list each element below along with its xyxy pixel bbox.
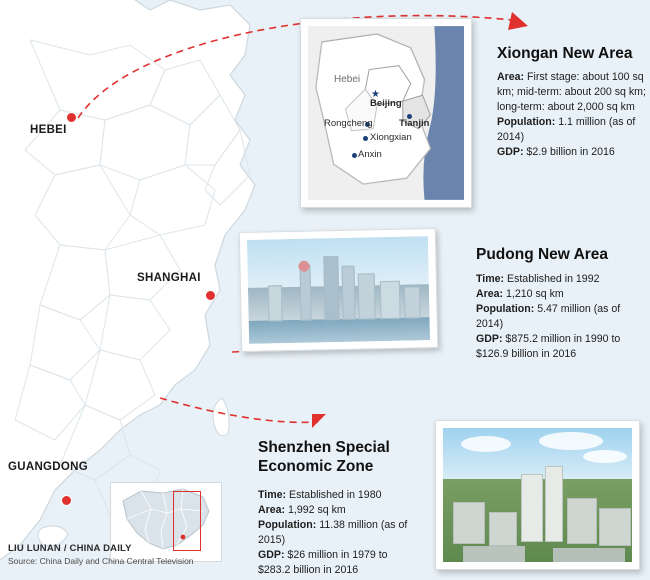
shenzhen-row-area-key: Area: <box>258 504 286 517</box>
shenzhen-building-6 <box>553 548 625 562</box>
pudong-row-gdp-key: GDP: <box>476 333 503 346</box>
pudong-row-population-key: Population: <box>476 303 535 316</box>
shenzhen-building-2 <box>489 512 517 546</box>
xiongan-row-population <box>497 115 647 145</box>
pudong-tower-generic-1 <box>358 273 376 319</box>
city-label-shanghai: SHANGHAI <box>137 272 201 284</box>
city-dot-shanghai <box>205 290 216 301</box>
shenzhen-row-time-value: Established in 1980 <box>286 489 382 501</box>
shenzhen-photo <box>443 428 632 562</box>
shenzhen-row-gdp-value: $26 million in 1979 to $283.2 billion in 2016 <box>258 549 388 577</box>
xiongan-row-gdp <box>497 145 647 160</box>
inset-label-xiongxian: Xiongxian <box>370 132 412 143</box>
pudong-tower-generic-4 <box>404 286 421 318</box>
pudong-tower-swfc <box>323 256 339 320</box>
shenzhen-row-population-key: Population: <box>258 519 317 532</box>
inset-label-rongcheng: Rongcheng <box>324 118 373 129</box>
xiongan-map-card <box>300 18 472 208</box>
xiongan-row-area-key: Area: <box>497 71 525 83</box>
pudong-row-time <box>476 272 636 287</box>
pudong-row-gdp-value: $875.2 million in 1990 to $126.9 billion in 2016 <box>476 333 621 361</box>
cloud-icon-3 <box>583 450 627 463</box>
cloud-icon-1 <box>461 436 511 452</box>
shenzhen-row-area-value: 1,992 sq km <box>285 504 346 517</box>
shenzhen-row-time-key: Time: <box>258 489 287 501</box>
pudong-row-area-value: 1,210 sq km <box>503 288 564 301</box>
shenzhen-row-area <box>258 503 410 518</box>
locator-highlight-box <box>173 491 201 551</box>
inset-label-tianjin: Tianjin <box>399 118 430 129</box>
city-dot-guangdong <box>61 495 72 506</box>
shenzhen-row-gdp <box>258 548 410 578</box>
beijing-star-icon: ★ <box>371 89 380 100</box>
arrow-to-shenzhen <box>160 398 318 422</box>
xiongan-row-population-value: 1.1 million (as of 2014) <box>497 116 636 144</box>
shenzhen-building-4 <box>599 508 631 546</box>
shenzhen-building-3 <box>567 498 597 544</box>
city-dot-hebei <box>66 112 77 123</box>
pudong-photo-card <box>239 228 438 352</box>
xiongan-row-gdp-key: GDP: <box>497 146 524 159</box>
pudong-row-population <box>476 302 636 332</box>
shenzhen-photo-card <box>435 420 640 570</box>
pudong-tower-jinmao <box>341 266 355 320</box>
pudong-row-area <box>476 287 636 302</box>
xiongan-row-gdp-value: $2.9 billion in 2016 <box>523 146 615 159</box>
inset-label-hebei: Hebei <box>334 74 361 85</box>
pudong-row-gdp <box>476 332 636 362</box>
xiongan-panel-title: Xiongan New Area <box>497 45 633 62</box>
inset-label-beijing: Beijing <box>370 98 402 109</box>
shenzhen-tower-2 <box>545 466 563 542</box>
anxin-dot-icon <box>352 153 357 158</box>
credit-source: Source: China Daily and China Central Television <box>8 556 194 566</box>
shenzhen-building-1 <box>453 502 485 544</box>
shenzhen-row-gdp-key: GDP: <box>258 549 285 562</box>
shenzhen-row-population-value: 11.38 million (as of 2015) <box>258 519 408 547</box>
china-landmass <box>0 0 255 560</box>
xiongan-row-population-key: Population: <box>497 116 556 129</box>
city-label-hebei: HEBEI <box>30 124 67 136</box>
city-label-guangdong: GUANGDONG <box>8 461 89 473</box>
shenzhen-row-population <box>258 518 410 548</box>
cloud-icon-2 <box>539 432 603 450</box>
inset-label-anxin: Anxin <box>358 149 382 160</box>
pudong-photo <box>247 236 430 344</box>
pudong-row-population-value: 5.47 million (as of 2014) <box>476 303 621 331</box>
credit-author: LIU LUNAN / CHINA DAILY <box>8 543 132 554</box>
shenzhen-panel-title: Shenzhen Special Economic Zone <box>258 439 390 476</box>
xiongan-inset-map <box>308 26 464 200</box>
xiongan-panel-body <box>497 70 647 160</box>
pudong-tower-generic-2 <box>268 285 283 321</box>
pudong-tower-generic-3 <box>380 281 401 319</box>
xiongan-row-area <box>497 70 647 115</box>
island-taiwan <box>213 398 229 436</box>
pudong-row-time-key: Time: <box>476 273 505 285</box>
pudong-tower-pearl-shaft <box>299 265 311 321</box>
shenzhen-tower-1 <box>521 474 543 542</box>
pudong-row-time-value: Established in 1992 <box>504 273 600 285</box>
pudong-panel-title: Pudong New Area <box>476 246 609 263</box>
shenzhen-panel-body <box>258 488 410 578</box>
pudong-panel-body <box>476 272 636 362</box>
xiongan-inset-vector <box>308 26 464 200</box>
pudong-row-area-key: Area: <box>476 288 504 301</box>
xiongan-row-area-value: First stage: about 100 sq km; mid-term: about 200 sq km; long-term: about 2,000 sq km <box>497 71 646 114</box>
shenzhen-building-5 <box>463 546 525 562</box>
xiongxian-dot-icon <box>363 136 368 141</box>
shenzhen-row-time <box>258 488 410 503</box>
